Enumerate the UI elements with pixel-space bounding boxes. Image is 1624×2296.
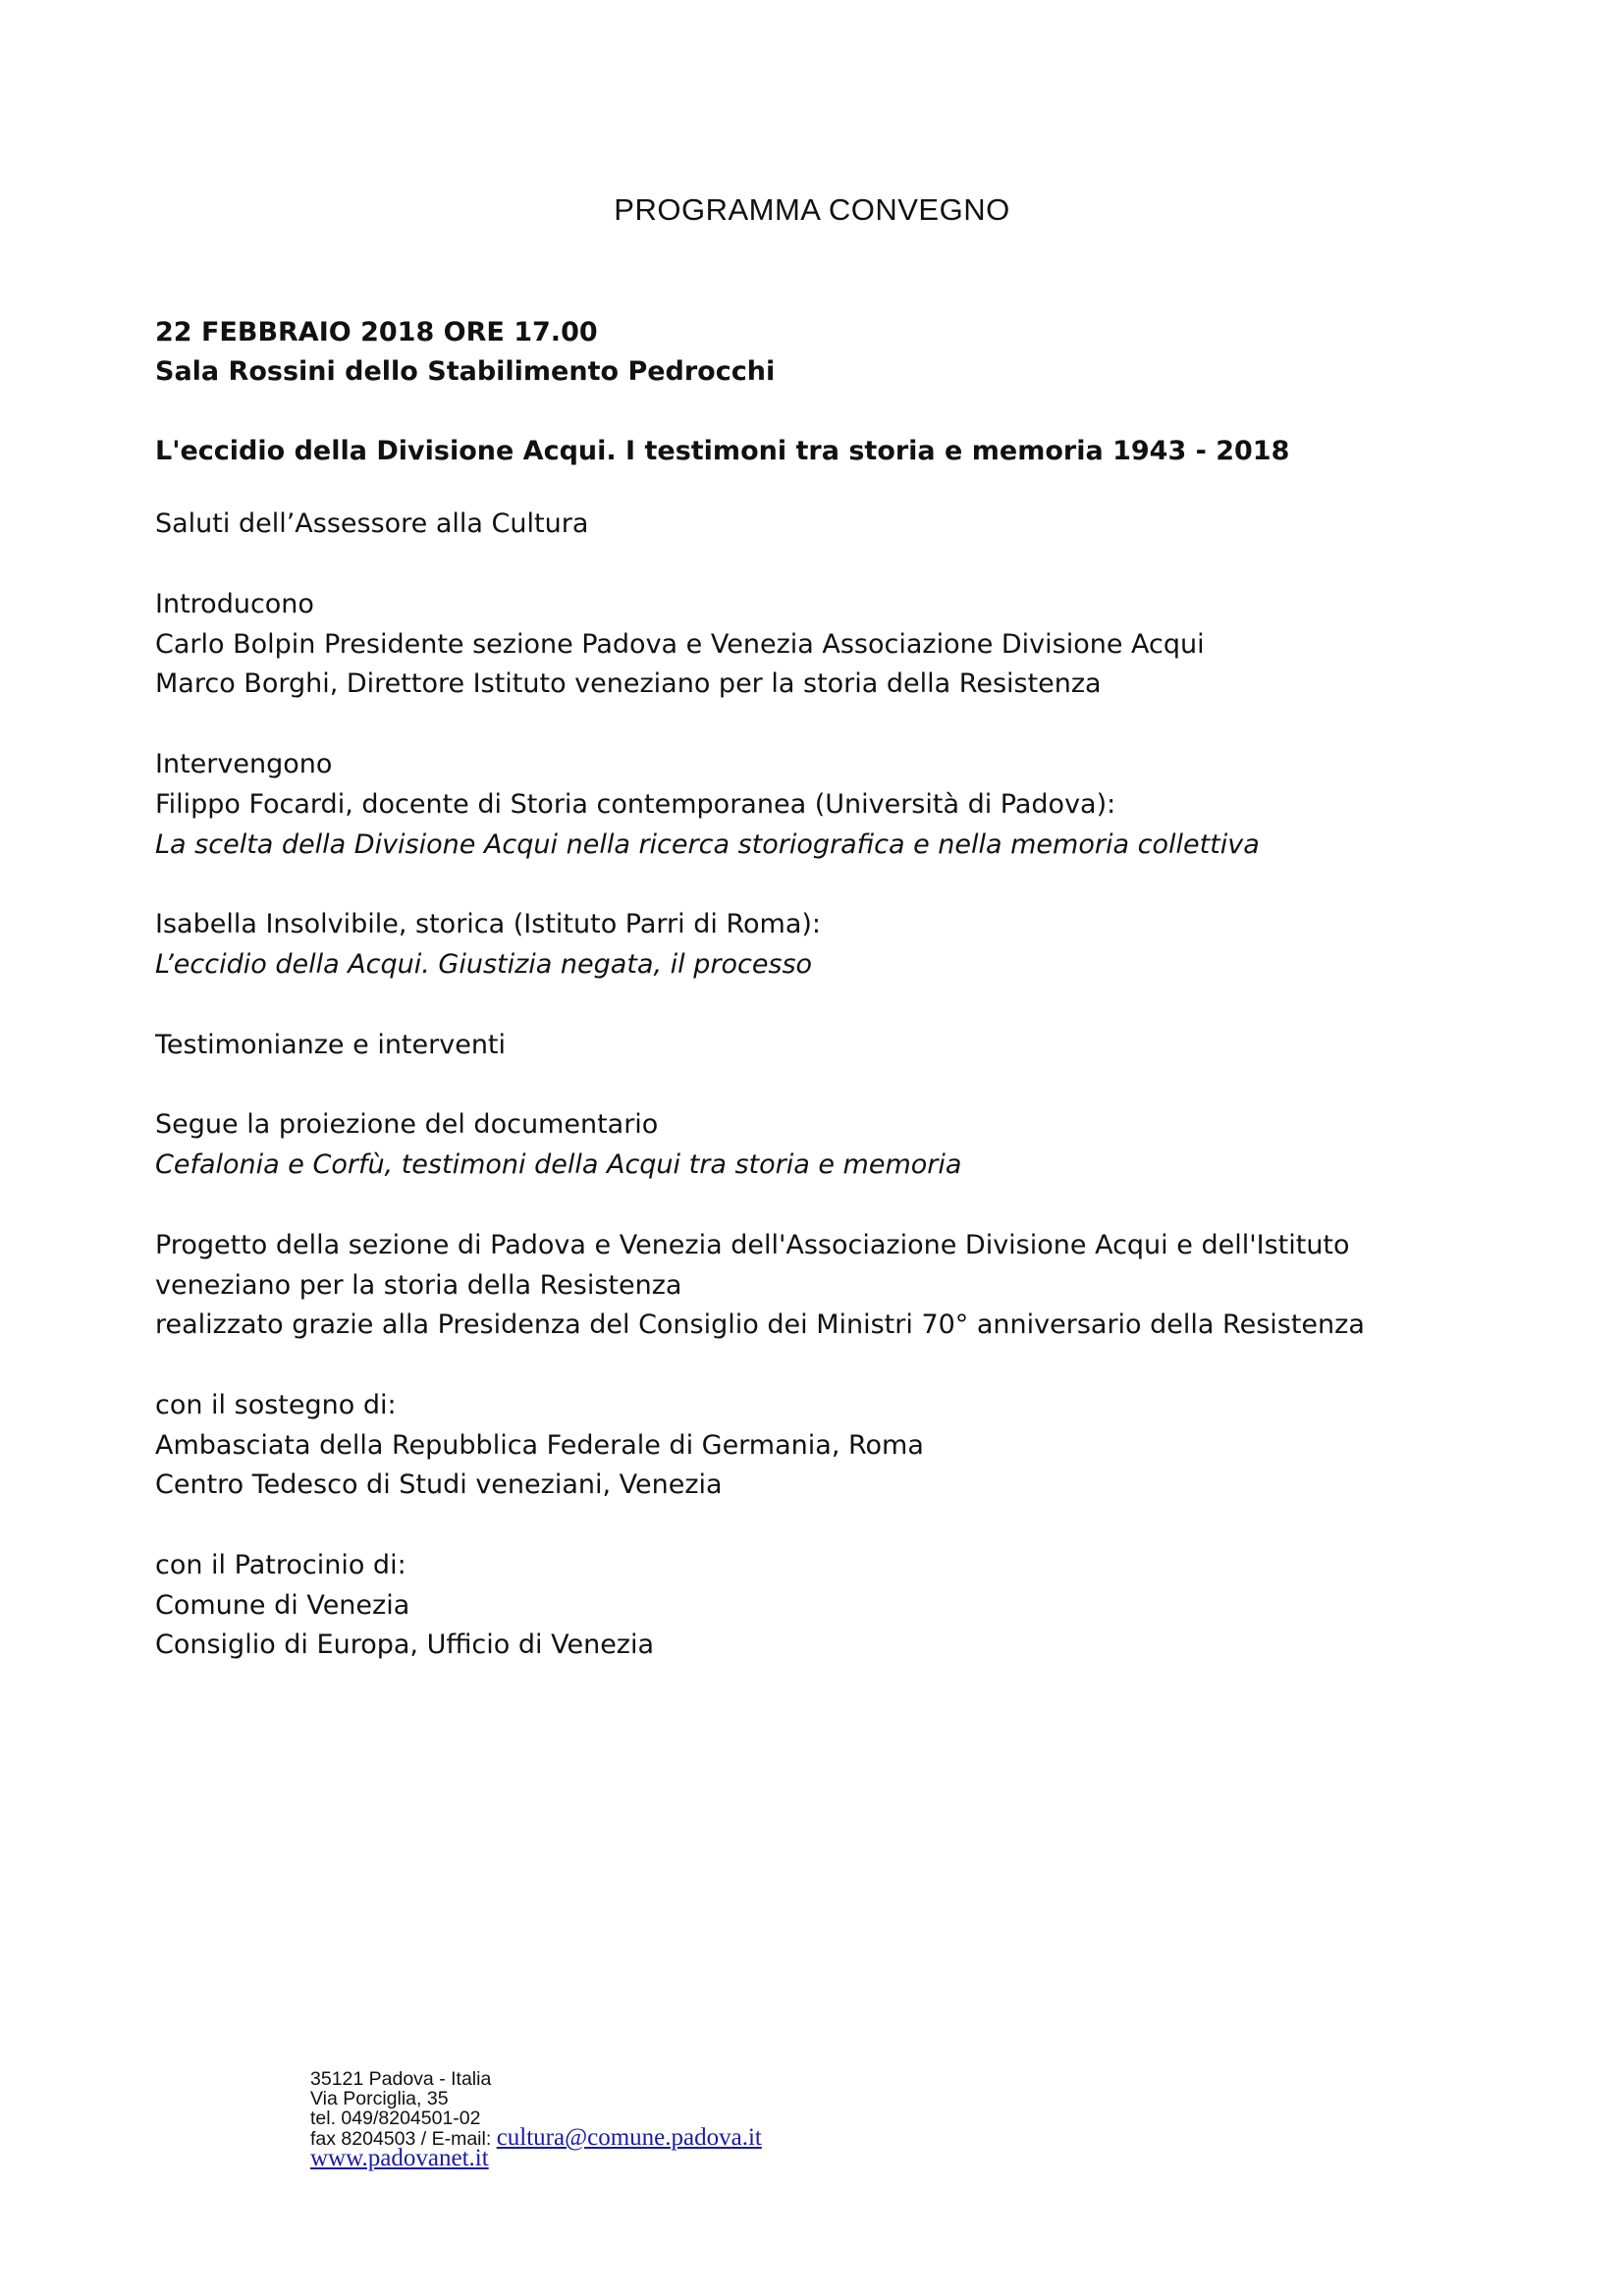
intro-label: Introducono bbox=[155, 589, 314, 619]
event-headline: L'eccidio della Divisione Acqui. I testimoni tra storia e memoria 1943 - 2018 bbox=[155, 436, 1290, 466]
event-date: 22 FEBBRAIO 2018 ORE 17.00 bbox=[155, 317, 598, 347]
intro-speaker-1: Carlo Bolpin Presidente sezione Padova e Venezia Associazione Divisione Acqui bbox=[155, 629, 1205, 660]
speaker-2-talk: L’eccidio della Acqui. Giustizia negata, il processo bbox=[155, 949, 813, 980]
intro-speaker-2: Marco Borghi, Direttore Istituto veneziano per la storia della Resistenza bbox=[155, 668, 1102, 699]
patronage-label: con il Patrocinio di: bbox=[155, 1550, 406, 1580]
greeting-line: Saluti dell’Assessore alla Cultura bbox=[155, 508, 589, 539]
speaker-2: Isabella Insolvibile, storica (Istituto Parri di Roma): bbox=[155, 909, 821, 939]
support-label: con il sostegno di: bbox=[155, 1390, 397, 1420]
project-line-3: realizzato grazie alla Presidenza del Consiglio dei Ministri 70° anniversario della Resistenza bbox=[155, 1309, 1365, 1340]
speaker-1: Filippo Focardi, docente di Storia contemporanea (Università di Padova): bbox=[155, 789, 1116, 820]
footer-street: Via Porciglia, 35 bbox=[310, 2088, 449, 2109]
speaker-1-talk: La scelta della Divisione Acqui nella ricerca storiografica e nella memoria collettiva bbox=[155, 829, 1260, 860]
support-2: Centro Tedesco di Studi veneziani, Venezia bbox=[155, 1469, 723, 1500]
event-venue: Sala Rossini dello Stabilimento Pedrocchi bbox=[155, 356, 776, 387]
footer-city: 35121 Padova - Italia bbox=[310, 2068, 492, 2090]
project-line-1: Progetto della sezione di Padova e Venezia dell'Associazione Divisione Acqui e dell'Istituto bbox=[155, 1230, 1350, 1260]
testimonies-line: Testimonianze e interventi bbox=[155, 1030, 507, 1060]
email-link[interactable]: cultura@comune.padova.it bbox=[496, 2124, 762, 2151]
patronage-1: Comune di Venezia bbox=[155, 1590, 410, 1621]
screening-title: Cefalonia e Corfù, testimoni della Acqui tra storia e memoria bbox=[155, 1149, 962, 1180]
footer-contact bbox=[310, 2069, 762, 2169]
footer-fax: fax 8204503 / E-mail: bbox=[310, 2128, 497, 2150]
project-line-2: veneziano per la storia della Resistenza bbox=[155, 1270, 682, 1301]
screening-label: Segue la proiezione del documentario bbox=[155, 1109, 659, 1140]
website-link[interactable]: www.padovanet.it bbox=[310, 2145, 489, 2171]
footer-tel: tel. 049/8204501-02 bbox=[310, 2108, 481, 2129]
speakers-label: Intervengono bbox=[155, 749, 333, 779]
support-1: Ambasciata della Repubblica Federale di Germania, Roma bbox=[155, 1430, 924, 1461]
document-title: PROGRAMMA CONVEGNO bbox=[614, 192, 1010, 227]
patronage-2: Consiglio di Europa, Ufficio di Venezia bbox=[155, 1629, 655, 1660]
